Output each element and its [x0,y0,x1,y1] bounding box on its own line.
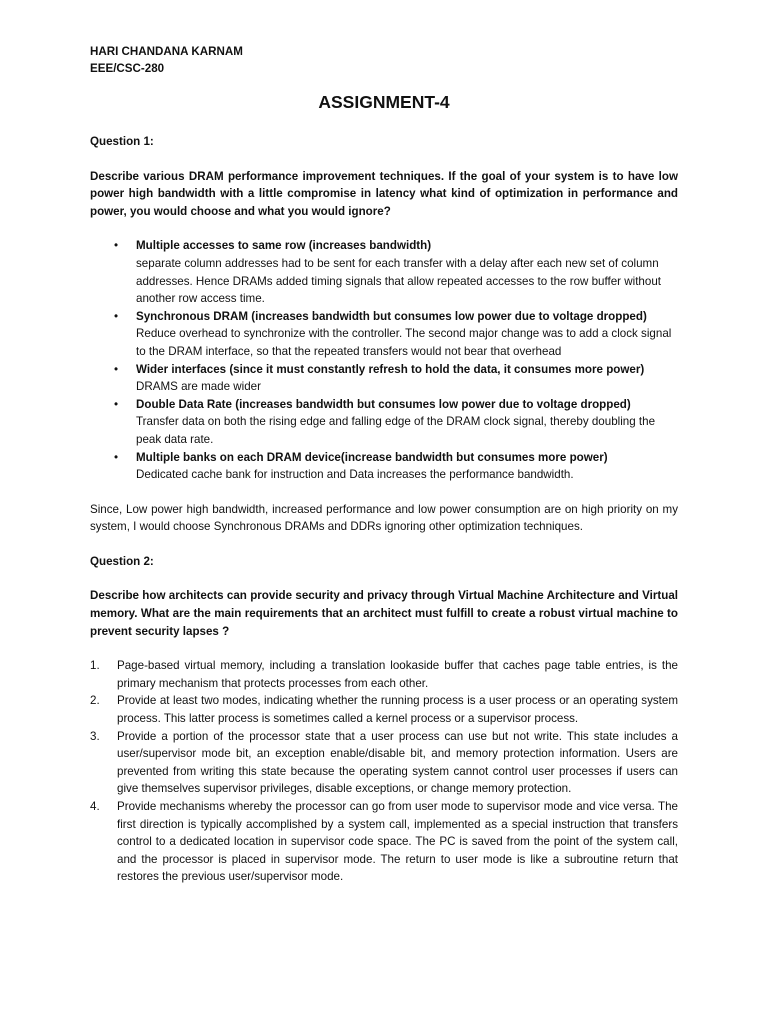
bullet-glyph: • [114,309,119,323]
item-text: Provide a portion of the processor state that a user process can use but not write. This state includes a user/supervisor mode bit, an exception enable/disable bit, and memory protection information. Users are prevented from writing this state because the operating system cannot control user processes if users can give themselves supervisor privileges, disable exceptions, or change memory protection. [117,729,678,796]
question-1-answer: Since, Low power high bandwidth, increased performance and low power consumption are on high priority on my system, I would choose Synchronous DRAMs and DDRs ignoring other optimization techniques. [90,502,678,534]
question-1-text: Describe various DRAM performance improvement techniques. If the goal of your system is to have low power high bandwidth with a little compromise in latency what kind of optimization in performance and power, you would choose and what you would ignore? [90,169,678,218]
list-item [114,237,678,307]
item-text: Page-based virtual memory, including a translation lookaside buffer that caches page table entries, is the primary mechanism that protects processes from each other. [117,659,678,690]
list-item [90,692,678,727]
list-item-title: Multiple banks on each DRAM device(increase bandwidth but consumes more power) [136,450,608,464]
list-item [114,361,678,396]
list-item [114,396,678,449]
item-number: 2. [90,694,100,708]
list-item [90,728,678,798]
course-code: EEE/CSC-280 [90,61,165,75]
item-number: 3. [90,729,100,743]
list-item-body: Reduce overhead to synchronize with the controller. The second major change was to add a clock signal to the DRAM interface, so that the repeated transfers would not bear that overhead [136,327,672,358]
question-2-text: Describe how architects can provide security and privacy through Virtual Machine Architecture and Virtual memory. What are the main requirements that an architect must fulfill to create a robust virtual machine to prevent security lapses ? [90,589,678,638]
list-item [114,308,678,361]
list-item-title: Synchronous DRAM (increases bandwidth but consumes low power due to voltage dropped) [136,309,647,323]
page-title: ASSIGNMENT-4 [318,92,450,112]
list-item-title: Double Data Rate (increases bandwidth but consumes low power due to voltage dropped) [136,397,631,411]
bullet-glyph: • [114,397,119,411]
list-item-body: Transfer data on both the rising edge and falling edge of the DRAM clock signal, thereby doubling the peak data rate. [136,415,656,446]
bullet-glyph: • [114,239,119,253]
list-item-body: DRAMS are made wider [136,380,261,394]
technique-list [90,237,678,483]
question-1-heading: Question 1: [90,135,154,148]
author-name: HARI CHANDANA KARNAM [90,45,243,58]
item-text: Provide mechanisms whereby the processor can go from user mode to supervisor mode and vice versa. The first direction is typically accomplished by a system call, implemented as a special instruction that transfers control to a dedicated location in supervisor code space. The PC is saved from the point of the system call, and the processor is placed in supervisor mode. The return to user mode is like a subroutine return that restores the previous user/supervisor mode. [117,800,678,884]
bullet-glyph: • [114,362,119,376]
list-item [114,449,678,484]
item-text: Provide at least two modes, indicating whether the running process is a user process or an operating system process. This latter process is sometimes called a kernel process or a supervisor process. [117,694,678,726]
list-item-body: separate column addresses had to be sent for each transfer with a delay after each new set of column addresses. Hence DRAMs added timing signals that allow repeated accesses to the row buffer without another row access time. [136,256,662,306]
list-item [90,657,678,692]
list-item-body: Dedicated cache bank for instruction and Data increases the performance bandwidth. [136,468,574,482]
list-item [90,798,678,886]
list-item-title: Multiple accesses to same row (increases bandwidth) [136,239,432,253]
item-number: 1. [90,659,100,673]
list-item-title: Wider interfaces (since it must constantly refresh to hold the data, it consumes more power) [136,362,645,376]
requirements-list [90,657,678,886]
question-2-heading: Question 2: [90,554,154,568]
item-number: 4. [90,800,100,813]
bullet-glyph: • [114,450,119,464]
